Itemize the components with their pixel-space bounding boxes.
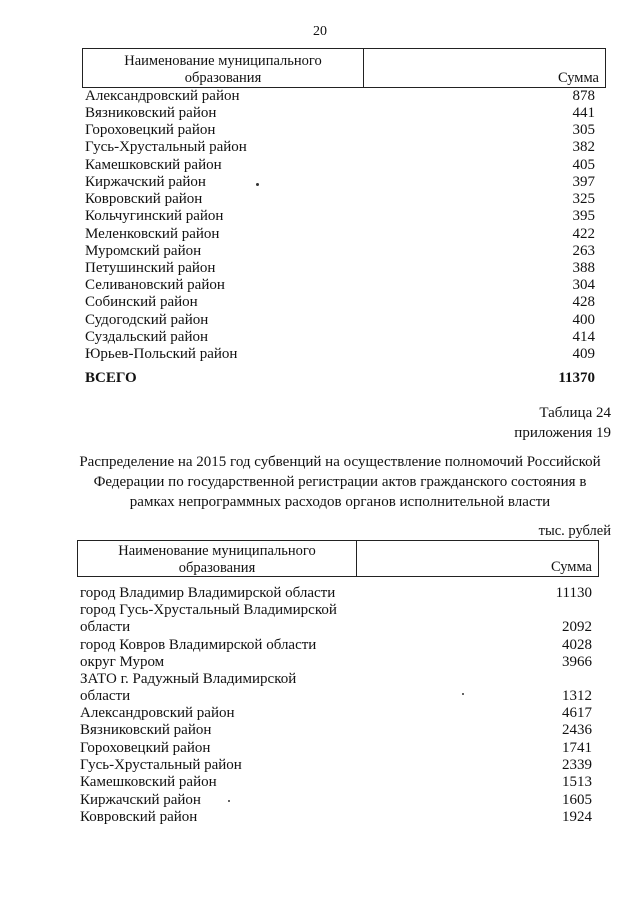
page-number: 20 (313, 24, 327, 39)
row-value: 3966 (562, 654, 592, 670)
row-name: Камешковский район (85, 157, 222, 173)
row-value: 397 (572, 174, 595, 190)
row-name: город Гусь-Хрустальный Владимирской (80, 602, 337, 618)
row-name: Александровский район (80, 705, 235, 721)
table1-header-name-line2: образования (184, 70, 262, 86)
row-name: Петушинский район (85, 260, 216, 276)
table1-header-sum (364, 49, 605, 87)
row-value: 2092 (562, 619, 592, 635)
row-name: Муромский район (85, 243, 202, 259)
row-name: город Владимир Владимирской области (80, 585, 336, 601)
row-name: Камешковский район (80, 774, 217, 790)
table-row (0, 654, 640, 671)
row-name-continued: области (80, 688, 131, 704)
row-value: 325 (572, 191, 595, 207)
table-row (0, 260, 640, 277)
table1-header-name-line1: Наименование муниципального (124, 53, 322, 69)
table-row (0, 243, 640, 260)
table-row (0, 774, 640, 791)
row-value: 878 (572, 88, 595, 104)
row-value: 4617 (562, 705, 592, 721)
row-value: 1741 (562, 740, 592, 756)
table-row (0, 602, 640, 619)
row-value: 1605 (562, 792, 592, 808)
table-row (0, 122, 640, 139)
row-name: ЗАТО г. Радужный Владимирской (80, 671, 297, 687)
row-value: 382 (572, 139, 595, 155)
table-row (0, 637, 640, 654)
row-value: 441 (572, 105, 595, 121)
row-value: 1924 (562, 809, 592, 825)
row-value: 409 (572, 346, 595, 362)
scan-speck (256, 183, 259, 186)
table2-header (77, 540, 599, 577)
row-value: 2436 (562, 722, 592, 738)
row-value: 388 (572, 260, 595, 276)
table-row (0, 740, 640, 757)
row-name-continued: области (80, 619, 131, 635)
row-value: 405 (572, 157, 595, 173)
table-row (0, 346, 640, 363)
scan-speck (228, 800, 230, 802)
table-row (0, 329, 640, 346)
row-name: Вязниковский район (80, 722, 212, 738)
row-name: Суздальский район (85, 329, 208, 345)
table-row-continued (0, 688, 640, 705)
caption-line1: Таблица 24 (539, 405, 611, 421)
row-name: Александровский район (85, 88, 240, 104)
table-row (0, 174, 640, 191)
table-caption (514, 403, 611, 443)
row-value: 304 (572, 277, 595, 293)
table-row (0, 88, 640, 105)
row-value: 400 (572, 312, 595, 328)
table1-header (82, 48, 606, 88)
units-label: тыс. рублей (538, 523, 611, 539)
table2-header-sum-label: Сумма (550, 559, 592, 575)
row-name: Гусь-Хрустальный район (85, 139, 247, 155)
table1-header-sum-label: Сумма (557, 70, 599, 86)
row-name: Кольчугинский район (85, 208, 224, 224)
table-row (0, 705, 640, 722)
table-row (0, 208, 640, 225)
table-row (0, 757, 640, 774)
table2-header-name-line1: Наименование муниципального (118, 543, 316, 559)
row-value: 395 (572, 208, 595, 224)
row-name: Вязниковский район (85, 105, 217, 121)
table-row (0, 585, 640, 602)
row-name: Ковровский район (80, 809, 198, 825)
row-value: 2339 (562, 757, 592, 773)
row-name: Юрьев-Польский район (85, 346, 238, 362)
row-value: 263 (572, 243, 595, 259)
table-row (0, 277, 640, 294)
heading-line3: рамках непрограммных расходов органов исполнительной власти (129, 494, 551, 510)
table-row (0, 809, 640, 826)
table-row (0, 105, 640, 122)
row-name: Меленковский район (85, 226, 220, 242)
table-row (0, 671, 640, 688)
row-name: округ Муром (80, 654, 165, 670)
table-row (0, 792, 640, 809)
total-row (0, 370, 640, 387)
table2-header-name-line2: образования (178, 560, 256, 576)
row-name: Гороховецкий район (85, 122, 216, 138)
row-value: 4028 (562, 637, 592, 653)
row-name: Гороховецкий район (80, 740, 211, 756)
table-row (0, 191, 640, 208)
table-row (0, 722, 640, 739)
scan-speck (462, 693, 464, 695)
heading-line1: Распределение на 2015 год субвенций на осуществление полномочий Российской (79, 454, 601, 470)
total-label: ВСЕГО (85, 370, 137, 386)
table-row (0, 157, 640, 174)
table-row (0, 312, 640, 329)
row-name: город Ковров Владимирской области (80, 637, 317, 653)
row-name: Судогодский район (85, 312, 209, 328)
row-value: 1513 (562, 774, 592, 790)
row-name: Селивановский район (85, 277, 225, 293)
row-value: 422 (572, 226, 595, 242)
table-row (0, 139, 640, 156)
row-value: 11130 (555, 585, 592, 601)
table2-header-name (78, 541, 357, 576)
row-name: Гусь-Хрустальный район (80, 757, 242, 773)
document-heading (60, 452, 620, 512)
table-row (0, 294, 640, 311)
row-name: Ковровский район (85, 191, 203, 207)
row-name: Собинский район (85, 294, 198, 310)
caption-line2: приложения 19 (514, 425, 611, 441)
heading-line2: Федерации по государственной регистрации актов гражданского состояния в (93, 474, 587, 490)
total-value: 11370 (558, 370, 595, 386)
row-value: 1312 (562, 688, 592, 704)
row-value: 414 (572, 329, 595, 345)
row-name: Киржачский район (85, 174, 206, 190)
table-row-continued (0, 619, 640, 636)
row-value: 428 (572, 294, 595, 310)
row-name: Киржачский район (80, 792, 201, 808)
table2-header-sum (357, 541, 598, 576)
table-row (0, 226, 640, 243)
table1-header-name (83, 49, 364, 87)
row-value: 305 (572, 122, 595, 138)
